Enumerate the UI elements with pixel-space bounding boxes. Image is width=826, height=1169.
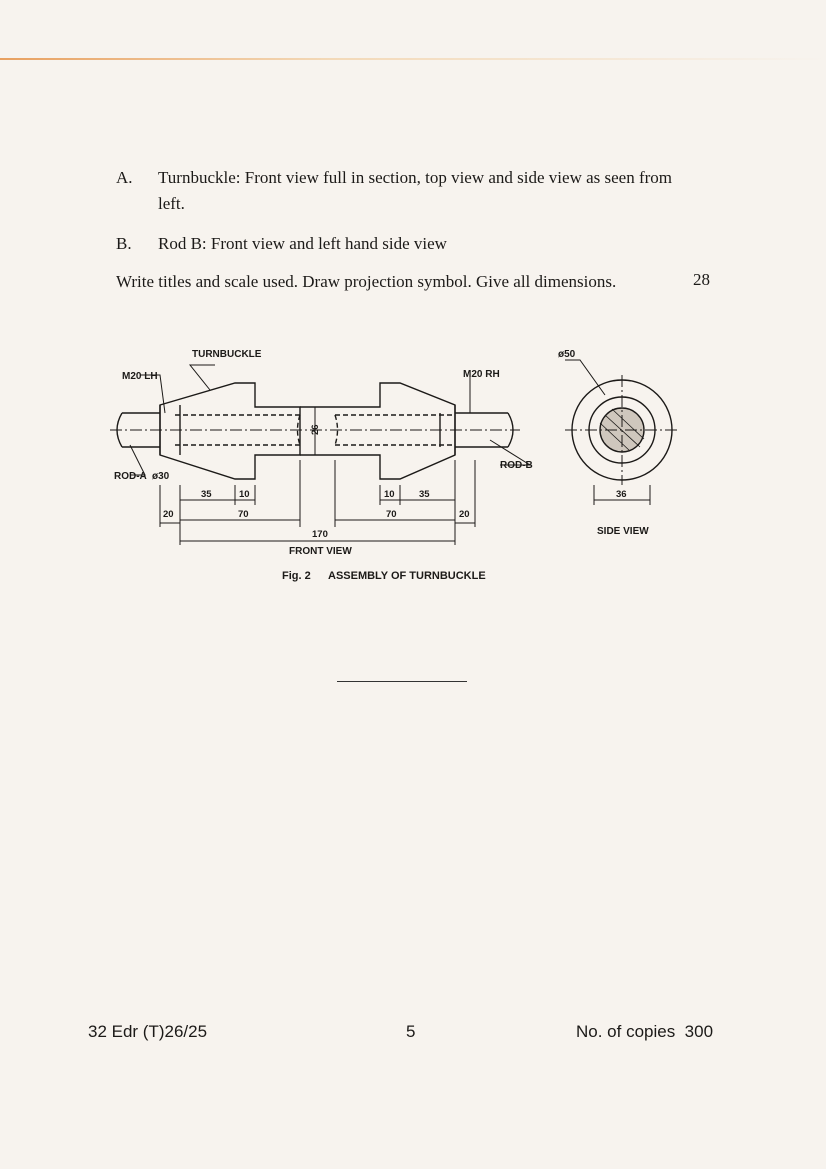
label-side-view: SIDE VIEW <box>597 526 649 537</box>
rod-b-shape <box>455 413 513 447</box>
label-dia50: ø50 <box>558 349 576 360</box>
dim-10-left: 10 <box>239 489 250 500</box>
page-top-edge <box>0 58 826 60</box>
question-b-text: Rod B: Front view and left hand side view <box>158 234 447 253</box>
side-view-drawing <box>565 360 680 505</box>
label-dia30: ø30 <box>152 471 170 482</box>
label-m20-lh: M20 LH <box>122 371 158 382</box>
section-divider <box>337 681 467 682</box>
dim-70-right: 70 <box>386 509 397 520</box>
figure-caption: ASSEMBLY OF TURNBUCKLE <box>328 570 486 582</box>
question-a-text: Turnbuckle: Front view full in section, top view and side view as seen from <box>158 168 673 187</box>
question-a-letter: A. <box>116 168 133 187</box>
instruction-text: Write titles and scale used. Draw projection symbol. Give all dimensions. <box>116 272 617 291</box>
question-a-text-continued: left. <box>158 194 185 213</box>
marks: 28 <box>693 270 710 289</box>
footer-page-number: 5 <box>406 1022 416 1041</box>
dim-70-left: 70 <box>238 509 249 520</box>
left-cone <box>160 383 300 479</box>
dim-20-right: 20 <box>459 509 470 520</box>
footer-code: 32 Edr (T)26/25 <box>88 1022 208 1041</box>
turnbuckle-drawing <box>0 335 826 595</box>
right-cone <box>335 383 455 479</box>
question-b-letter: B. <box>116 234 132 253</box>
label-front-view: FRONT VIEW <box>289 546 352 557</box>
label-turnbuckle: TURNBUCKLE <box>192 349 262 360</box>
dim-20-left: 20 <box>163 509 174 520</box>
dim-36: 36 <box>616 489 627 500</box>
dim-26: 26 <box>310 424 321 435</box>
footer-copies: No. of copies 300 <box>576 1022 714 1041</box>
label-rod-a: ROD-A <box>114 471 147 482</box>
label-rod-b: ROD-B <box>500 460 533 471</box>
dim-35-left: 35 <box>201 489 212 500</box>
dim-170: 170 <box>312 529 328 540</box>
dim-35-right: 35 <box>419 489 430 500</box>
dim-10-right: 10 <box>384 489 395 500</box>
label-m20-rh: M20 RH <box>463 369 500 380</box>
figure-number: Fig. 2 <box>282 570 311 582</box>
